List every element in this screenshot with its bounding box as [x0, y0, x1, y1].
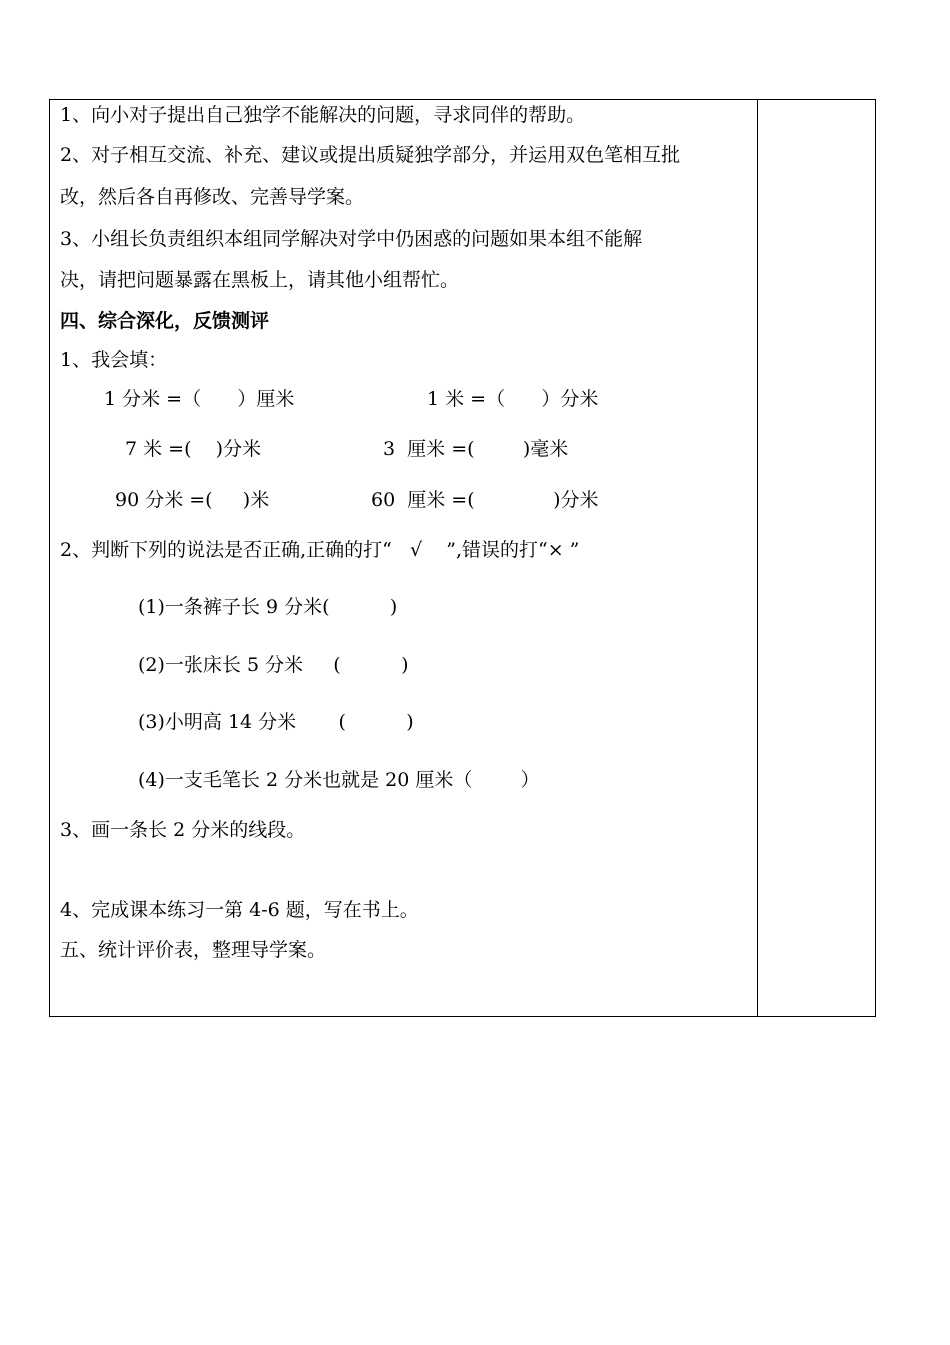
fill-item-6: 60 厘米 =( )分米	[371, 489, 599, 511]
section-5-text: 五、统计评价表，整理导学案。	[60, 939, 327, 961]
fill-item-3: 7 米 =( )分米	[125, 438, 262, 460]
fill-item-4: 3 厘米 =( )毫米	[383, 438, 569, 460]
step-3-text-a: 3、小组长负责组织本组同学解决对学中仍困惑的问题如果本组不能解	[60, 228, 643, 250]
question-3-text: 3、画一条长 2 分米的线段。	[60, 819, 306, 841]
step-3-text-b: 决，请把问题暴露在黑板上，请其他小组帮忙。	[60, 269, 460, 291]
section-4-heading: 四、综合深化，反馈测评	[60, 310, 270, 332]
step-2-text-a: 2、对子相互交流、补充、建议或提出质疑独学部分，并运用双色笔相互批	[60, 144, 681, 166]
fill-item-5: 90 分米 =( )米	[115, 489, 270, 511]
fill-item-2: 1 米 =（ ）分米	[427, 388, 599, 410]
judge-item-3: (3)小明高 14 分米 ( )	[138, 711, 414, 733]
judge-item-1: (1)一条裤子长 9 分米( )	[138, 596, 398, 618]
judge-item-4: (4)一支毛笔长 2 分米也就是 20 厘米（ ）	[138, 769, 540, 791]
judge-item-2: (2)一张床长 5 分米 ( )	[138, 654, 409, 676]
side-column	[758, 100, 875, 1016]
step-1-text: 1、向小对子提出自己独学不能解决的问题，寻求同伴的帮助。	[60, 104, 586, 126]
step-2-text-b: 改，然后各自再修改、完善导学案。	[60, 186, 365, 208]
question-4-text: 4、完成课本练习一第 4-6 题，写在书上。	[60, 899, 419, 921]
question-1-title: 1、我会填：	[60, 349, 168, 371]
fill-item-1: 1 分米 =（ ）厘米	[104, 388, 295, 410]
question-2-title: 2、判断下列的说法是否正确,正确的打“ √ ”,错误的打“× ”	[60, 539, 580, 561]
